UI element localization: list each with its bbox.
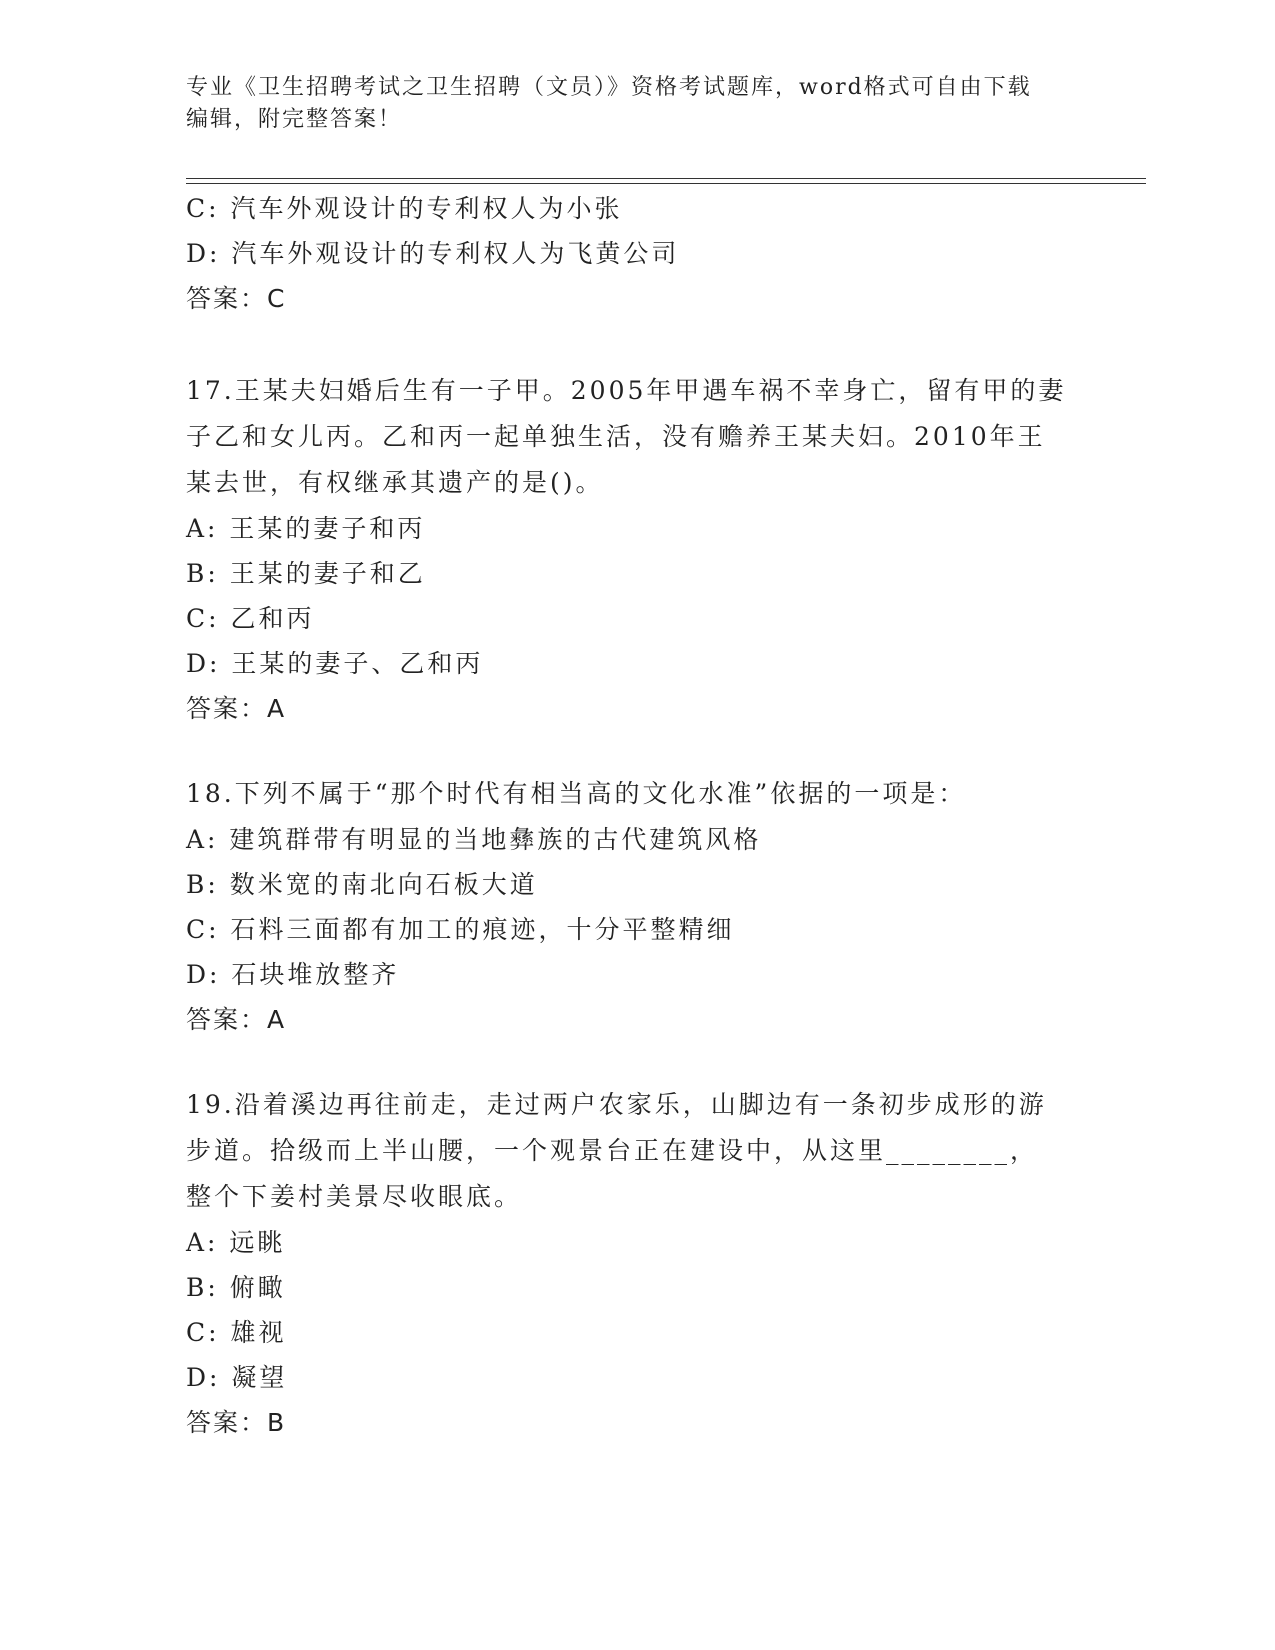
document-header <box>186 72 1086 136</box>
spacer <box>186 321 1086 368</box>
question-text-line: 19.沿着溪边再往前走，走过两户农家乐，山脚边有一条初步成形的游 <box>186 1090 1047 1119</box>
question-text-line: 子乙和女儿丙。乙和丙一起单独生活，没有赡养王某夫妇。2010年王 <box>186 422 1046 451</box>
option-d: D: 王某的妻子、乙和丙 <box>186 649 484 678</box>
option-a: A: 建筑群带有明显的当地彝族的古代建筑风格 <box>186 825 762 854</box>
header-divider-top <box>186 178 1146 179</box>
answer-line: 答案：C <box>186 284 287 313</box>
question-18 <box>186 771 1086 1042</box>
option-c: C: 石料三面都有加工的痕迹，十分平整精细 <box>186 915 735 944</box>
header-line-2: 编辑，附完整答案！ <box>186 107 403 132</box>
option-b: B: 王某的妻子和乙 <box>186 559 426 588</box>
question-content <box>186 186 1086 1445</box>
option-d: D: 石块堆放整齐 <box>186 960 400 989</box>
spacer <box>186 731 1086 771</box>
answer-line: 答案：A <box>186 694 287 723</box>
option-b: B: 俯瞰 <box>186 1273 286 1302</box>
header-divider-bottom <box>186 183 1146 184</box>
answer-line: 答案：A <box>186 1005 287 1034</box>
question-text-line: 步道。拾级而上半山腰，一个观景台正在建设中，从这里________， <box>186 1136 1039 1165</box>
header-line-1: 专业《卫生招聘考试之卫生招聘（文员）》资格考试题库，word格式可自由下载 <box>186 75 1032 100</box>
option-a: A: 王某的妻子和丙 <box>186 514 426 543</box>
question-text-line: 18.下列不属于“那个时代有相当高的文化水准”依据的一项是： <box>186 779 967 808</box>
answer-line: 答案：B <box>186 1408 287 1437</box>
question-text-line: 17.王某夫妇婚后生有一子甲。2005年甲遇车祸不幸身亡，留有甲的妻 <box>186 376 1067 405</box>
option-c: C: 汽车外观设计的专利权人为小张 <box>186 194 623 223</box>
option-c: C: 雄视 <box>186 1318 287 1347</box>
option-a: A: 远眺 <box>186 1228 286 1257</box>
question-16-tail <box>186 186 1086 321</box>
option-b: B: 数米宽的南北向石板大道 <box>186 870 538 899</box>
option-c: C: 乙和丙 <box>186 604 315 633</box>
question-17 <box>186 368 1086 731</box>
question-text-line: 某去世，有权继承其遗产的是()。 <box>186 468 604 497</box>
question-text-line: 整个下姜村美景尽收眼底。 <box>186 1182 523 1211</box>
spacer <box>186 1042 1086 1082</box>
option-d: D: 汽车外观设计的专利权人为飞黄公司 <box>186 239 680 268</box>
option-d: D: 凝望 <box>186 1363 288 1392</box>
question-19 <box>186 1082 1086 1445</box>
